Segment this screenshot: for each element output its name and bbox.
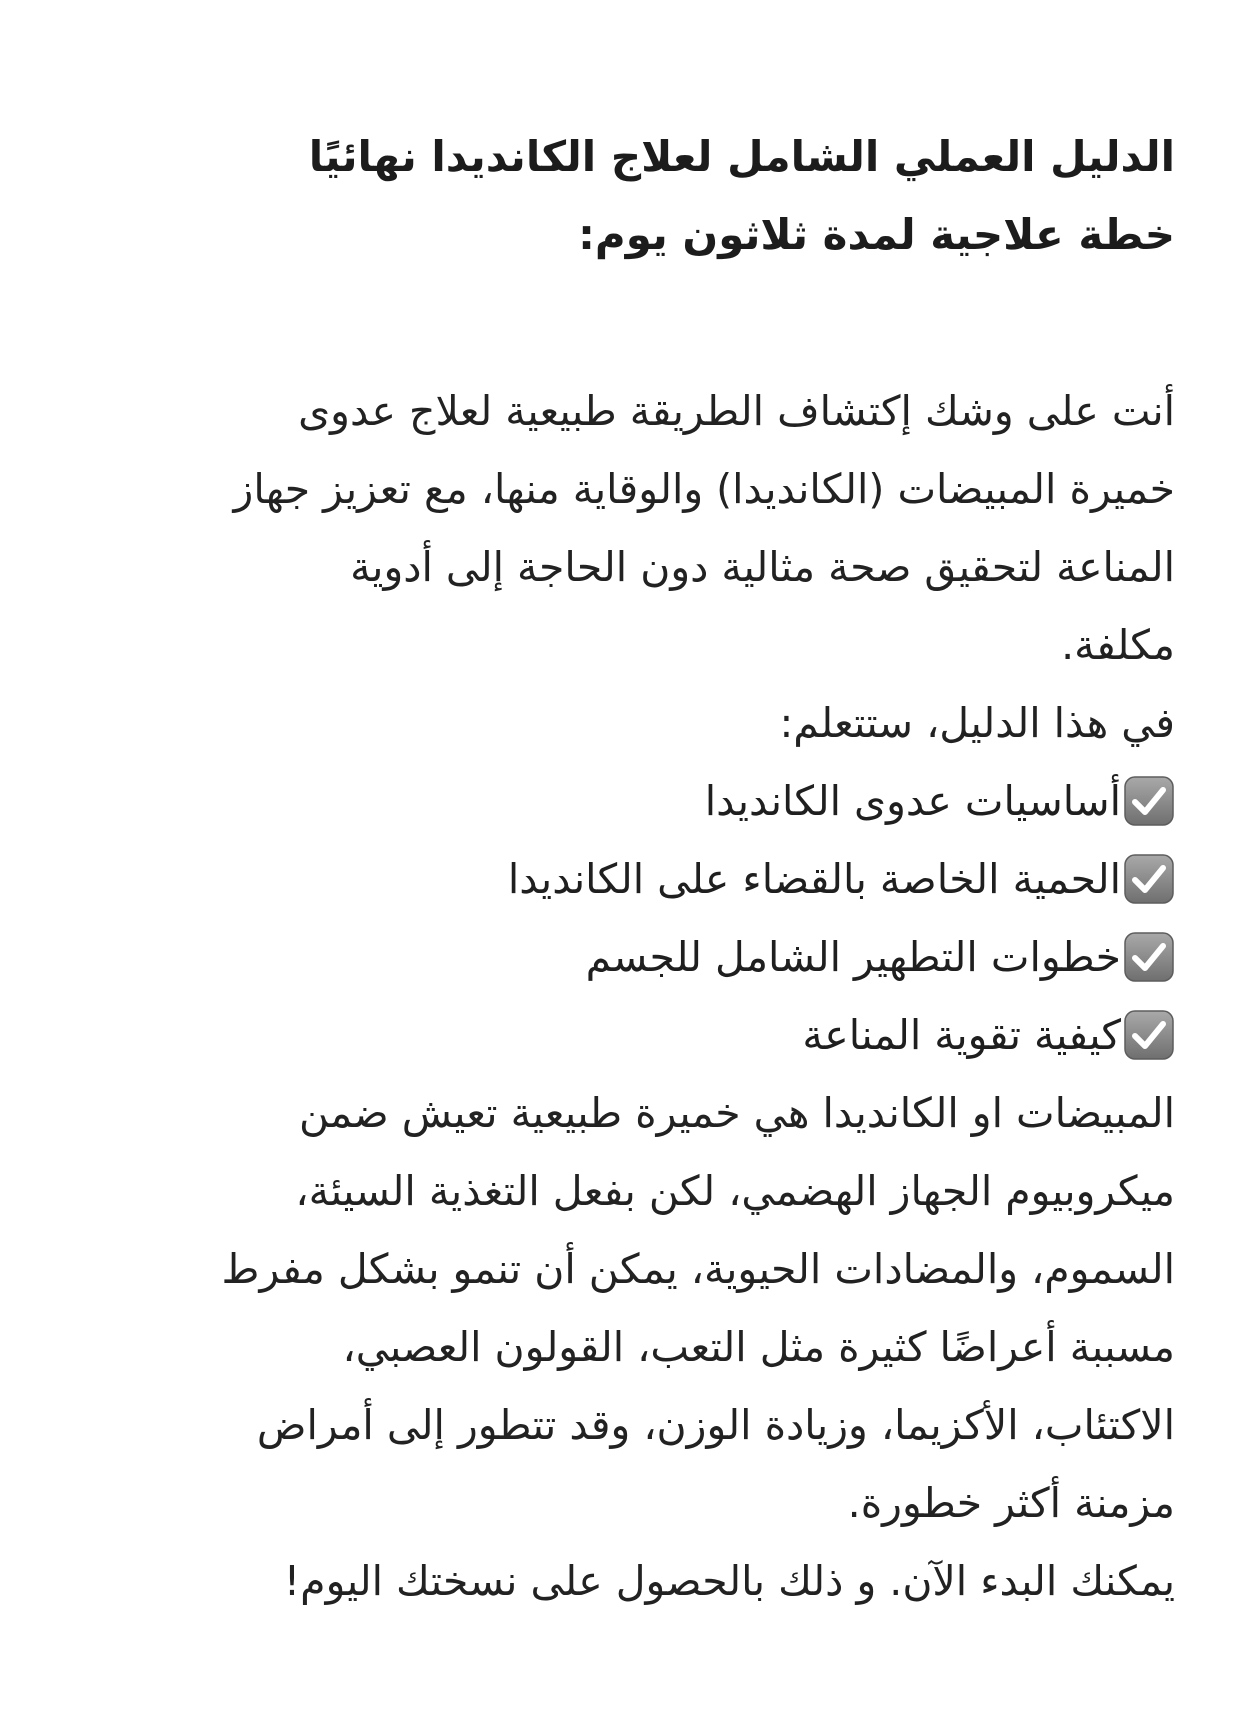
page-title	[65, 118, 1175, 274]
checklist-item-label: الحمية الخاصة بالقضاء على الكانديدا	[507, 855, 1121, 903]
checklist	[65, 762, 1175, 1074]
description-line: مزمنة أكثر خطورة.	[847, 1479, 1175, 1527]
description-line: المبيضات او الكانديدا هي خميرة طبيعية تعيش ضمن	[298, 1089, 1175, 1137]
title-line-2: خطة علاجية لمدة ثلاثون يوم:	[578, 210, 1175, 259]
document-body	[65, 118, 1175, 1620]
title-spacer	[65, 274, 1175, 372]
description-paragraph	[65, 1074, 1175, 1620]
intro-line: أنت على وشك إكتشاف الطريقة طبيعية لعلاج عدوى	[298, 387, 1175, 435]
intro-line: خميرة المبيضات (الكانديدا) والوقاية منها، مع تعزيز جهاز	[233, 465, 1175, 513]
intro-line: المناعة لتحقيق صحة مثالية دون الحاجة إلى أدوية	[350, 543, 1175, 591]
checklist-item	[65, 918, 1175, 996]
title-line-1: الدليل العملي الشامل لعلاج الكانديدا نهائيًا	[308, 132, 1175, 181]
checkmark-box-icon	[1123, 853, 1175, 905]
checkmark-box-icon	[1123, 1009, 1175, 1061]
checklist-item-label: خطوات التطهير الشامل للجسم	[585, 933, 1121, 981]
checklist-item	[65, 996, 1175, 1074]
checkmark-box-icon	[1123, 931, 1175, 983]
checklist-item	[65, 762, 1175, 840]
checklist-item-label: أساسيات عدوى الكانديدا	[704, 777, 1121, 825]
description-line: الاكتئاب، الأكزيما، وزيادة الوزن، وقد تتطور إلى أمراض	[256, 1401, 1175, 1449]
intro-paragraph	[65, 372, 1175, 762]
learn-heading: في هذا الدليل، ستتعلم:	[779, 699, 1175, 747]
checklist-item	[65, 840, 1175, 918]
description-line: السموم، والمضادات الحيوية، يمكن أن تنمو بشكل مفرط	[221, 1245, 1175, 1293]
checkmark-box-icon	[1123, 775, 1175, 827]
checklist-item-label: كيفية تقوية المناعة	[802, 1011, 1121, 1059]
description-line: ميكروبيوم الجهاز الهضمي، لكن بفعل التغذية السيئة،	[295, 1167, 1175, 1215]
description-line: مسببة أعراضًا كثيرة مثل التعب، القولون العصبي،	[342, 1323, 1175, 1371]
call-to-action: يمكنك البدء الآن. و ذلك بالحصول على نسختك اليوم!	[283, 1557, 1175, 1605]
intro-line: مكلفة.	[1061, 621, 1175, 669]
